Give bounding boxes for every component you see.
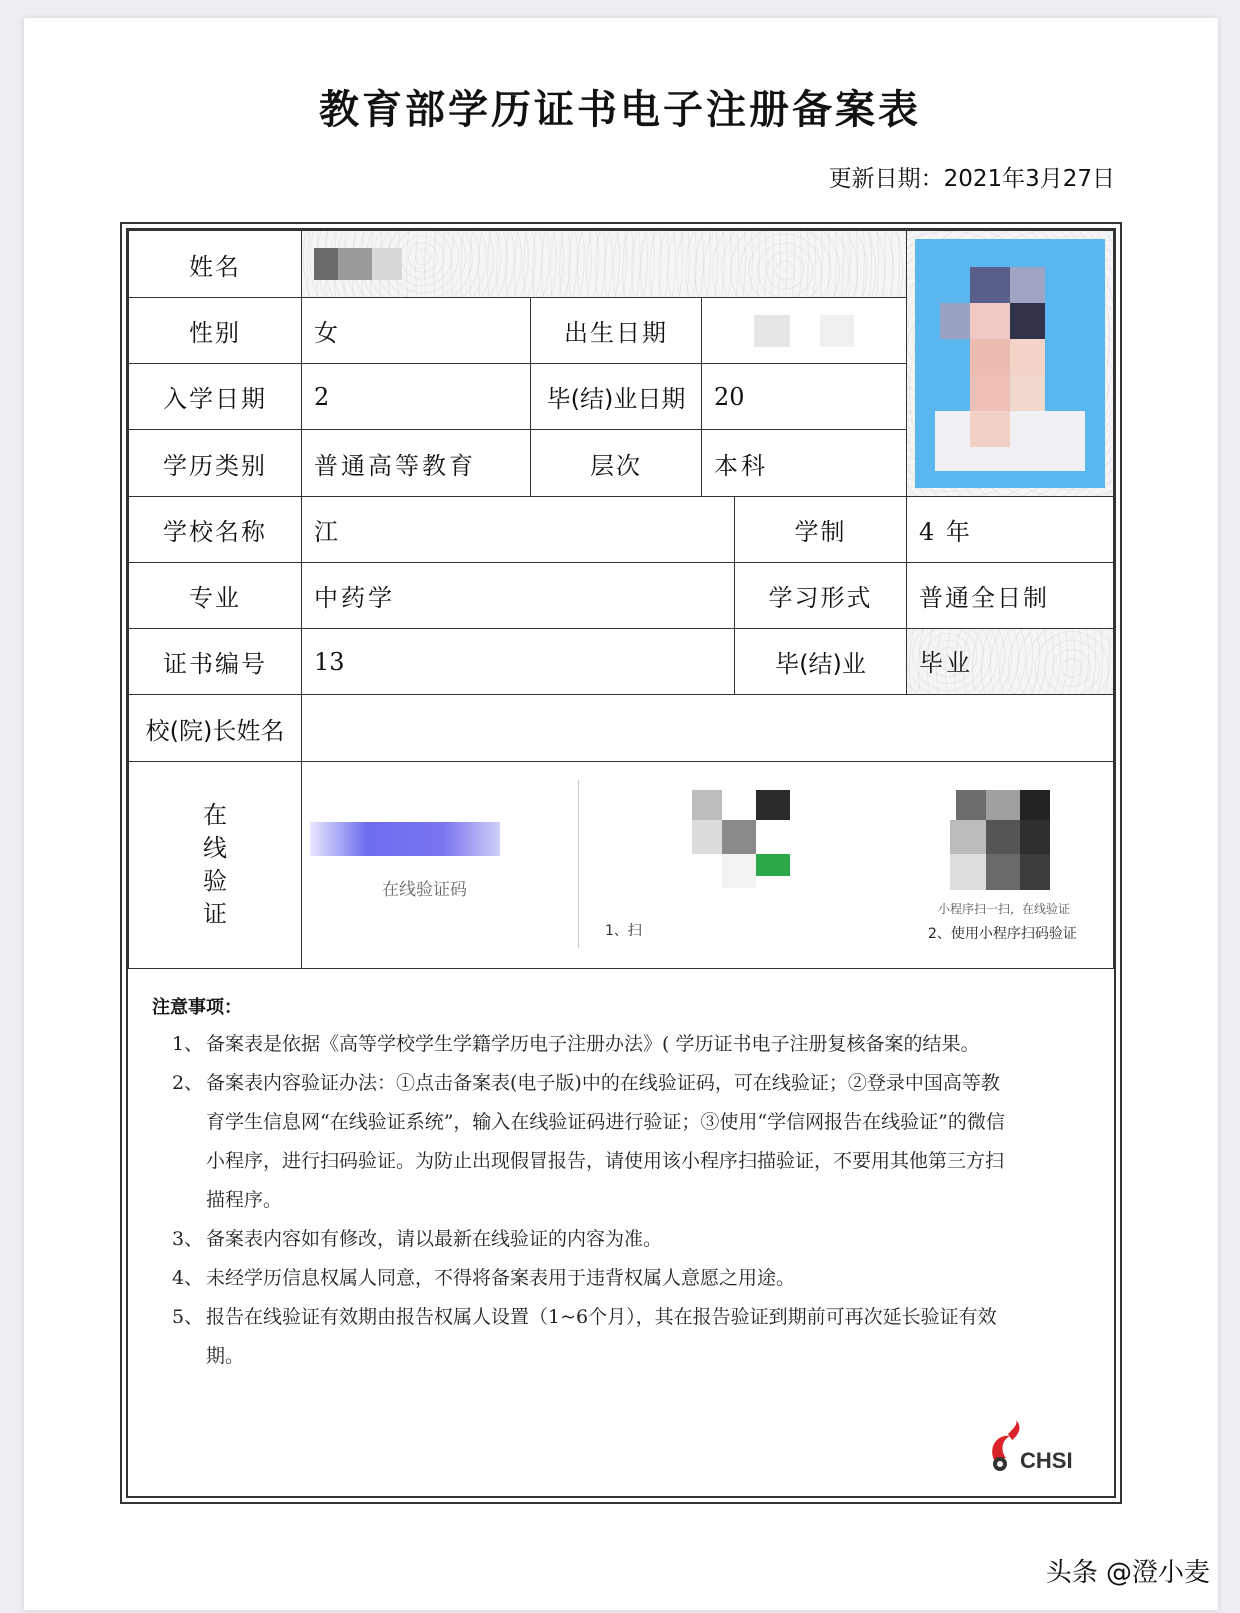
photo-mosaic [1010,375,1045,411]
verify-char: 证 [203,900,227,928]
enroll-label-text: 入学日期 [163,385,267,413]
edu-type-label-text: 学历类别 [163,451,267,480]
note-item [172,1259,1012,1298]
student-photo [915,239,1105,488]
grad-status-label [734,628,907,695]
cert-no-label [128,628,302,695]
duration-value [906,496,1114,563]
name-label-text: 姓名 [189,252,241,281]
note-number: 2、 [172,1072,204,1094]
note-item [172,1298,1012,1376]
gender-value [301,297,531,364]
grad-date-value [701,363,907,430]
study-form-value-text: 普通全日制 [919,584,1049,612]
notes-list [172,1025,1012,1376]
gender-value-text: 女 [314,319,338,347]
grad-status-value [906,628,1114,695]
level-label [530,429,702,497]
major-value-text: 中药学 [314,584,395,612]
qr2-small-caption: 小程序扫一扫，在线验证 [938,902,1071,916]
photo-mosaic [970,339,1010,375]
qr1-caption: 1、扫 [605,923,642,939]
grad-status-label-text: 毕(结)业 [775,650,866,678]
document-title: 教育部学历证书电子注册备案表 [319,87,921,133]
note-text: 报告在线验证有效期由报告权属人设置（1~6个月），其在报告验证到期前可再次延长验证有效期。 [206,1306,997,1367]
school-label-text: 学校名称 [163,518,267,546]
major-label [128,562,302,629]
grad-date-label-text: 毕(结)业日期 [546,385,686,413]
note-item [172,1025,1012,1064]
note-number: 3、 [172,1228,204,1250]
grad-date-value-text: 20 [714,382,745,411]
photo-mosaic [935,411,1085,471]
photo-mosaic [1010,339,1045,375]
notes-title: 注意事项： [152,997,242,1018]
note-number: 5、 [172,1306,204,1328]
verify-divider [578,780,579,948]
level-label-text: 层次 [590,451,642,480]
photo-mosaic [970,375,1010,411]
birth-label [530,297,702,364]
redacted-block [754,315,790,347]
qr-code-2[interactable] [950,790,1056,890]
note-number: 4、 [172,1267,204,1289]
duration-label-text: 学制 [794,518,847,546]
verify-char: 验 [203,867,227,895]
cert-no-value [301,628,735,695]
major-value [301,562,735,629]
verify-code-link[interactable] [310,822,500,856]
note-text: 未经学历信息权属人同意，不得将备案表用于违背权属人意愿之用途。 [206,1267,796,1289]
edu-type-value [301,429,531,497]
note-text: 备案表内容如有修改，请以最新在线验证的内容为准。 [206,1228,663,1250]
redacted-block [820,315,854,347]
online-verify-label [128,761,302,969]
update-date: 更新日期：2021年3月27日 [828,166,1115,192]
qr2-caption: 2、使用小程序扫码验证 [928,926,1077,942]
level-value-text: 本科 [714,451,768,480]
qr-code-1[interactable] [692,790,790,888]
president-label [128,694,302,762]
duration-label [734,496,907,563]
gender-label-text: 性别 [189,319,241,347]
verify-char: 在 [203,801,227,829]
name-label [128,230,302,298]
level-value [701,429,907,497]
gender-label [128,297,302,364]
birth-label-text: 出生日期 [564,319,668,347]
school-value [301,496,735,563]
note-text: 备案表内容验证办法：①点击备案表(电子版)中的在线验证码，可在线验证；②登录中国高等教育学生信息网“在线验证系统”，输入在线验证码进行验证；③使用“学信网报告在线验证”的微信小程序，进行扫码验证。为防止出现假冒报告，请使用该小程序扫描验证，不要用其他第三方扫描程序。 [206,1072,1005,1211]
duration-value-text: 4 年 [919,518,972,546]
study-form-value [906,562,1114,629]
name-value [301,230,907,298]
grad-date-label [530,363,702,430]
photo-mosaic [1010,267,1045,303]
president-label-text: 校(院)长姓名 [145,716,285,745]
verify-char: 线 [203,834,227,862]
verify-code-caption: 在线验证码 [382,880,467,900]
watermark: 头条 @澄小麦 [1045,1558,1210,1588]
photo-mosaic [970,267,1010,303]
photo-mosaic [1010,303,1045,339]
enroll-value-text: 2 [314,382,330,411]
redacted-block [314,248,338,280]
edu-type-value-text: 普通高等教育 [314,451,476,480]
photo-mosaic [970,303,1010,339]
photo-mosaic [970,411,1010,447]
redacted-block [372,248,402,280]
note-number: 1、 [172,1033,204,1055]
school-value-text: 江 [314,518,338,546]
chsi-logo-text: CHSI [1020,1448,1073,1473]
photo-mosaic [940,303,970,339]
photo-cell [906,230,1114,497]
president-value [301,694,1114,762]
note-item [172,1220,1012,1259]
study-form-label [734,562,907,629]
redacted-block [338,248,372,280]
study-form-label-text: 学习形式 [768,584,873,612]
major-label-text: 专业 [189,584,241,612]
note-text: 备案表是依据《高等学校学生学籍学历电子注册办法》( 学历证书电子注册复核备案的结果。 [206,1033,980,1055]
edu-type-label [128,429,302,497]
enroll-value [301,363,531,430]
grad-status-value-text: 毕业 [919,649,973,677]
school-label [128,496,302,563]
enroll-label [128,363,302,430]
cert-no-label-text: 证书编号 [163,650,267,678]
birth-value [701,297,907,364]
cert-no-value-text: 13 [314,647,345,676]
note-item [172,1064,1012,1220]
